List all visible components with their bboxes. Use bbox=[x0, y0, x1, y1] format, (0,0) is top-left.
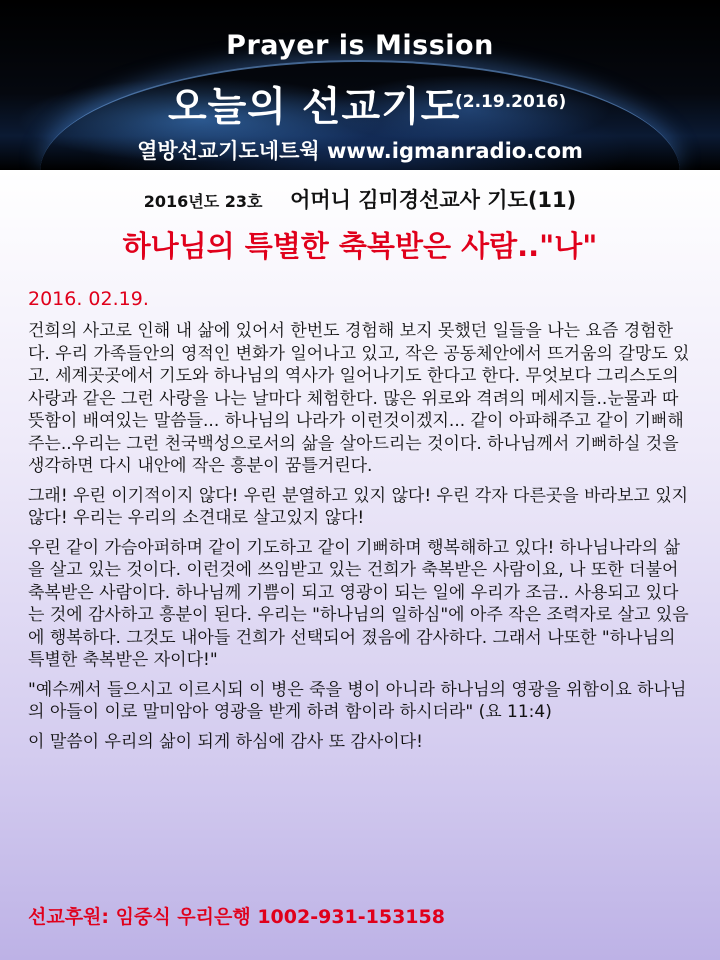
banner-subtitle: 오늘의 선교기도 bbox=[168, 84, 461, 130]
paragraph: 우린 같이 가슴아퍼하며 같이 기도하고 같이 기뻐하며 행복해하고 있다! 하나님나라의 삶을 살고 있는 것이다. 이런것에 쓰임받고 있는 건희가 축복받은 사람이요, 나 또한 더불어 축복받은 사람이다. 하나님께 기쁨이 되고 영광이 되는 일에 우리가 조금.. 사용되고 있다는 것에 감사하고 흥분이 된다. 우리는 "하나님의 일하심"에 아주 작은 조력자로 살고 있음에 행복하다. 그것도 내아들 건희가 선택되어 졌음에 감사하다. 그래서 나또한 "하나님의 특별한 축복받은 자이다!" bbox=[28, 537, 689, 670]
paragraph: 건희의 사고로 인해 내 삶에 있어서 한번도 경험해 보지 못했던 일들을 나는 요즘 경험한다. 우리 가족들안의 영적인 변화가 일어나고 있고, 작은 공동체안에서 뜨거움의 갈망도 있고. 세계곳곳에서 기도와 하나님의 역사가 일어나기도 한다고 한다. 무엇보다 그리스도의 사랑과 같은 그런 사랑을 나는 날마다 체험한다. 많은 위로와 격려의 메세지들..눈물과 따뜻함이 배여있는 말씀들... 하나님의 나라가 이런것이겠지... 같이 아파해주고 같이 기뻐해주는..우리는 그런 천국백성으로서의 삶을 살아드리는 것이다. 하나님께서 기뻐하실 것을 생각하면 다시 내안에 작은 흥분이 꿈틀거린다. bbox=[28, 321, 690, 476]
main-title: 하나님의 특별한 축복받은 사람.."나" bbox=[122, 229, 598, 263]
prayer-body bbox=[28, 320, 694, 760]
scripture-quote: "예수께서 들으시고 이르시되 이 병은 죽을 병이 아니라 하나님의 영광을 위함이요 하나님의 아들이 이로 말미암아 영광을 받게 하려 함이라 하시더라" (요 11:4) bbox=[28, 679, 687, 722]
banner-date: (2.19.2016) bbox=[455, 92, 567, 112]
prayer-content bbox=[0, 170, 720, 960]
entry-date: 2016. 02.19. bbox=[28, 288, 149, 310]
paragraph: 그래! 우린 이기적이지 않다! 우린 분열하고 있지 않다! 우린 각자 다른곳을 바라보고 있지 않다! 우리는 우리의 소견대로 살고있지 않다! bbox=[28, 485, 689, 528]
banner bbox=[0, 0, 720, 170]
series-title: 어머니 김미경선교사 기도(11) bbox=[290, 188, 577, 212]
mission-support-account: 선교후원: 임중식 우리은행 1002-931-153158 bbox=[28, 906, 445, 928]
banner-title: Prayer is Mission bbox=[226, 30, 494, 61]
issue-number: 2016년도 23호 bbox=[143, 192, 263, 211]
banner-network-site: 열방선교기도네트웍 www.igmanradio.com bbox=[137, 139, 583, 163]
paragraph: 이 말씀이 우리의 삶이 되게 하심에 감사 또 감사이다! bbox=[28, 731, 423, 752]
issue-header bbox=[0, 184, 720, 214]
